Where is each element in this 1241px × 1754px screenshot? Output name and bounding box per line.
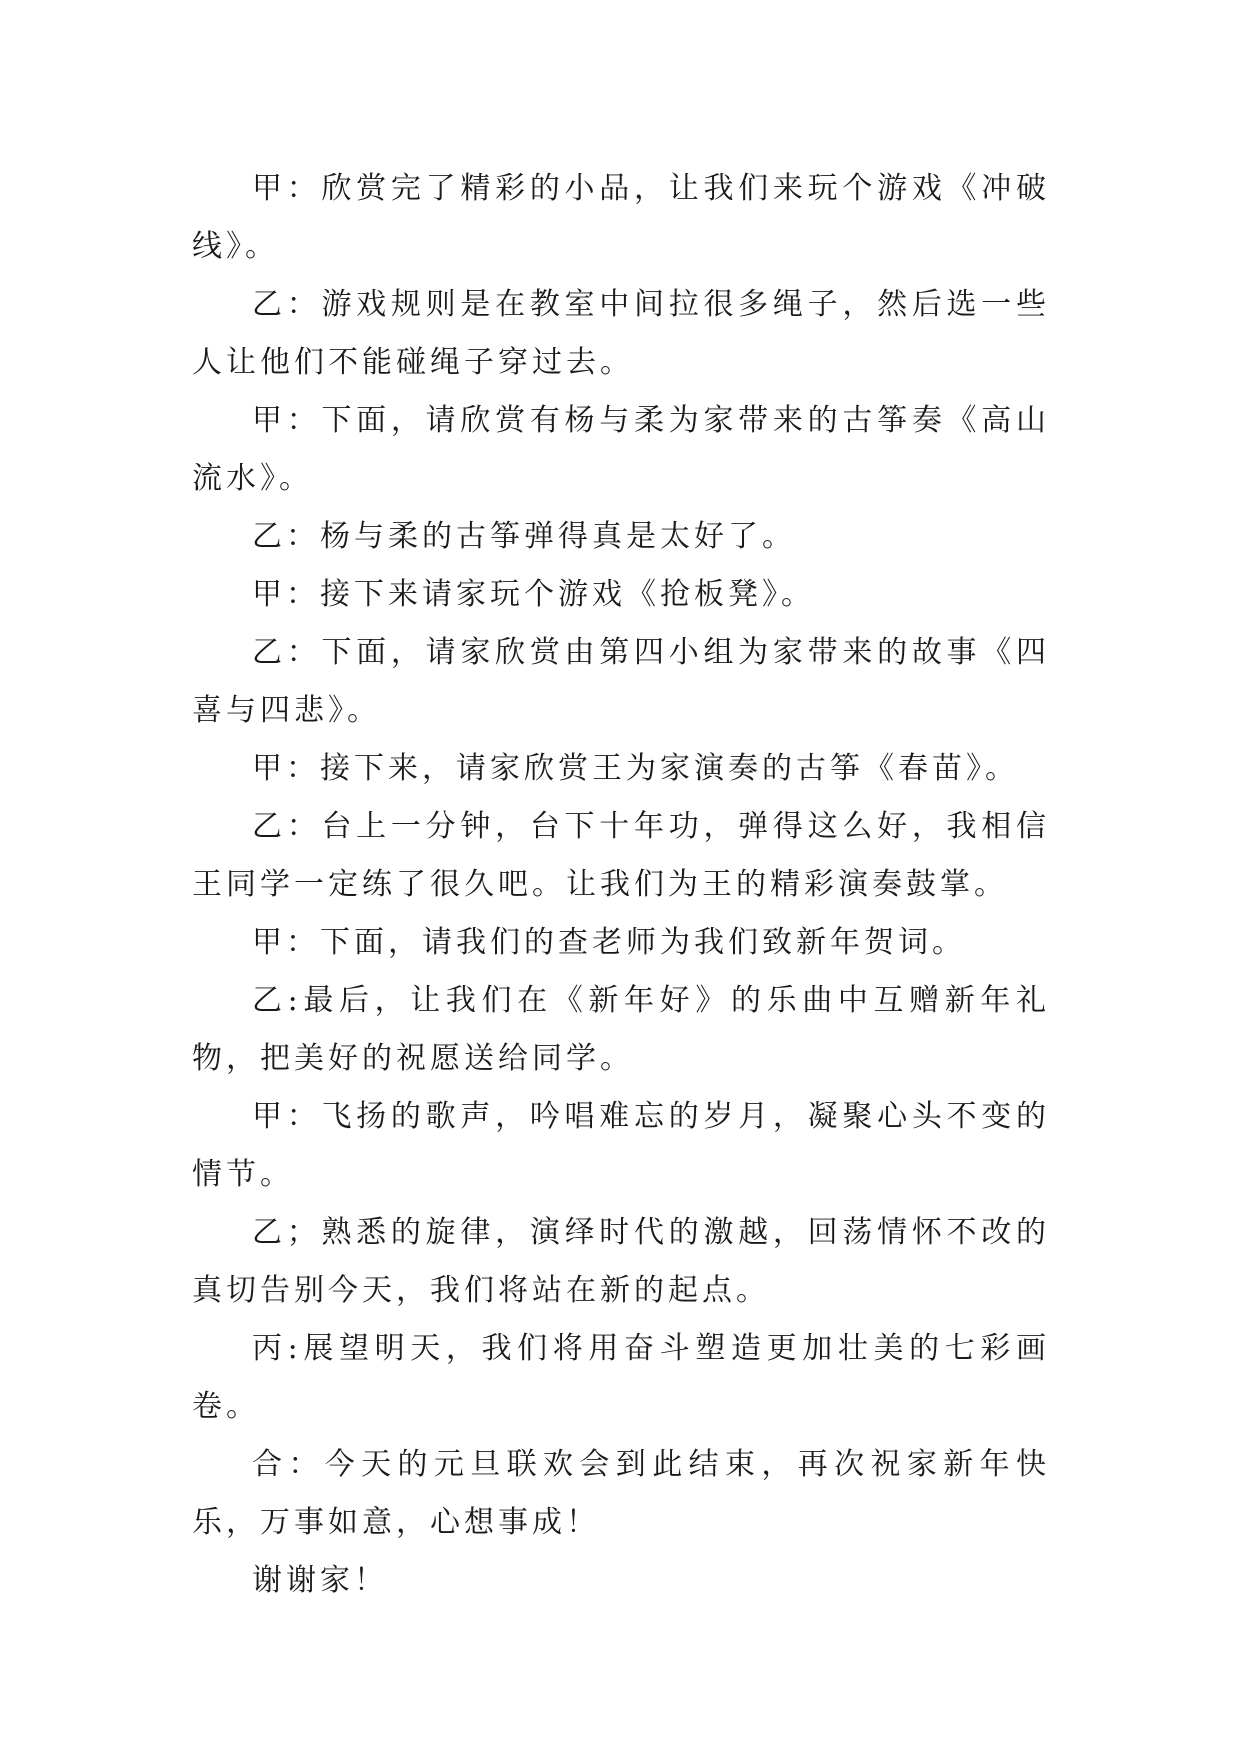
paragraph: 甲：飞扬的歌声，吟唱难忘的岁月，凝聚心头不变的情节。: [192, 1099, 1050, 1192]
paragraph: 丙:展望明天，我们将用奋斗塑造更加壮美的七彩画卷。: [192, 1331, 1050, 1424]
paragraph: 甲：接下来请家玩个游戏《抢板凳》。: [252, 577, 815, 612]
paragraph: 乙：台上一分钟，台下十年功，弹得这么好，我相信王同学一定练了很久吧。让我们为王的精彩演奏鼓掌。: [192, 809, 1050, 902]
paragraph: 乙:最后，让我们在《新年好》的乐曲中互赠新年礼物，把美好的祝愿送给同学。: [192, 983, 1050, 1076]
paragraph: 乙；熟悉的旋律，演绎时代的激越，回荡情怀不改的真切告别今天，我们将站在新的起点。: [192, 1215, 1050, 1308]
paragraph: 乙：游戏规则是在教室中间拉很多绳子，然后选一些人让他们不能碰绳子穿过去。: [192, 287, 1050, 380]
paragraph: 甲：下面，请我们的查老师为我们致新年贺词。: [252, 925, 966, 960]
paragraph: 甲：下面，请欣赏有杨与柔为家带来的古筝奏《高山流水》。: [192, 403, 1050, 496]
paragraph: 乙：下面，请家欣赏由第四小组为家带来的故事《四喜与四悲》。: [192, 635, 1050, 728]
paragraph: 合：今天的元旦联欢会到此结束，再次祝家新年快乐，万事如意，心想事成！: [192, 1447, 1050, 1540]
paragraph: 乙：杨与柔的古筝弹得真是太好了。: [252, 519, 796, 554]
document-page: [192, 160, 1050, 1610]
paragraph: 甲：接下来，请家欣赏王为家演奏的古筝《春苗》。: [252, 751, 1019, 786]
paragraph: 谢谢家！: [252, 1563, 388, 1598]
paragraph: 甲：欣赏完了精彩的小品，让我们来玩个游戏《冲破线》。: [192, 171, 1050, 264]
